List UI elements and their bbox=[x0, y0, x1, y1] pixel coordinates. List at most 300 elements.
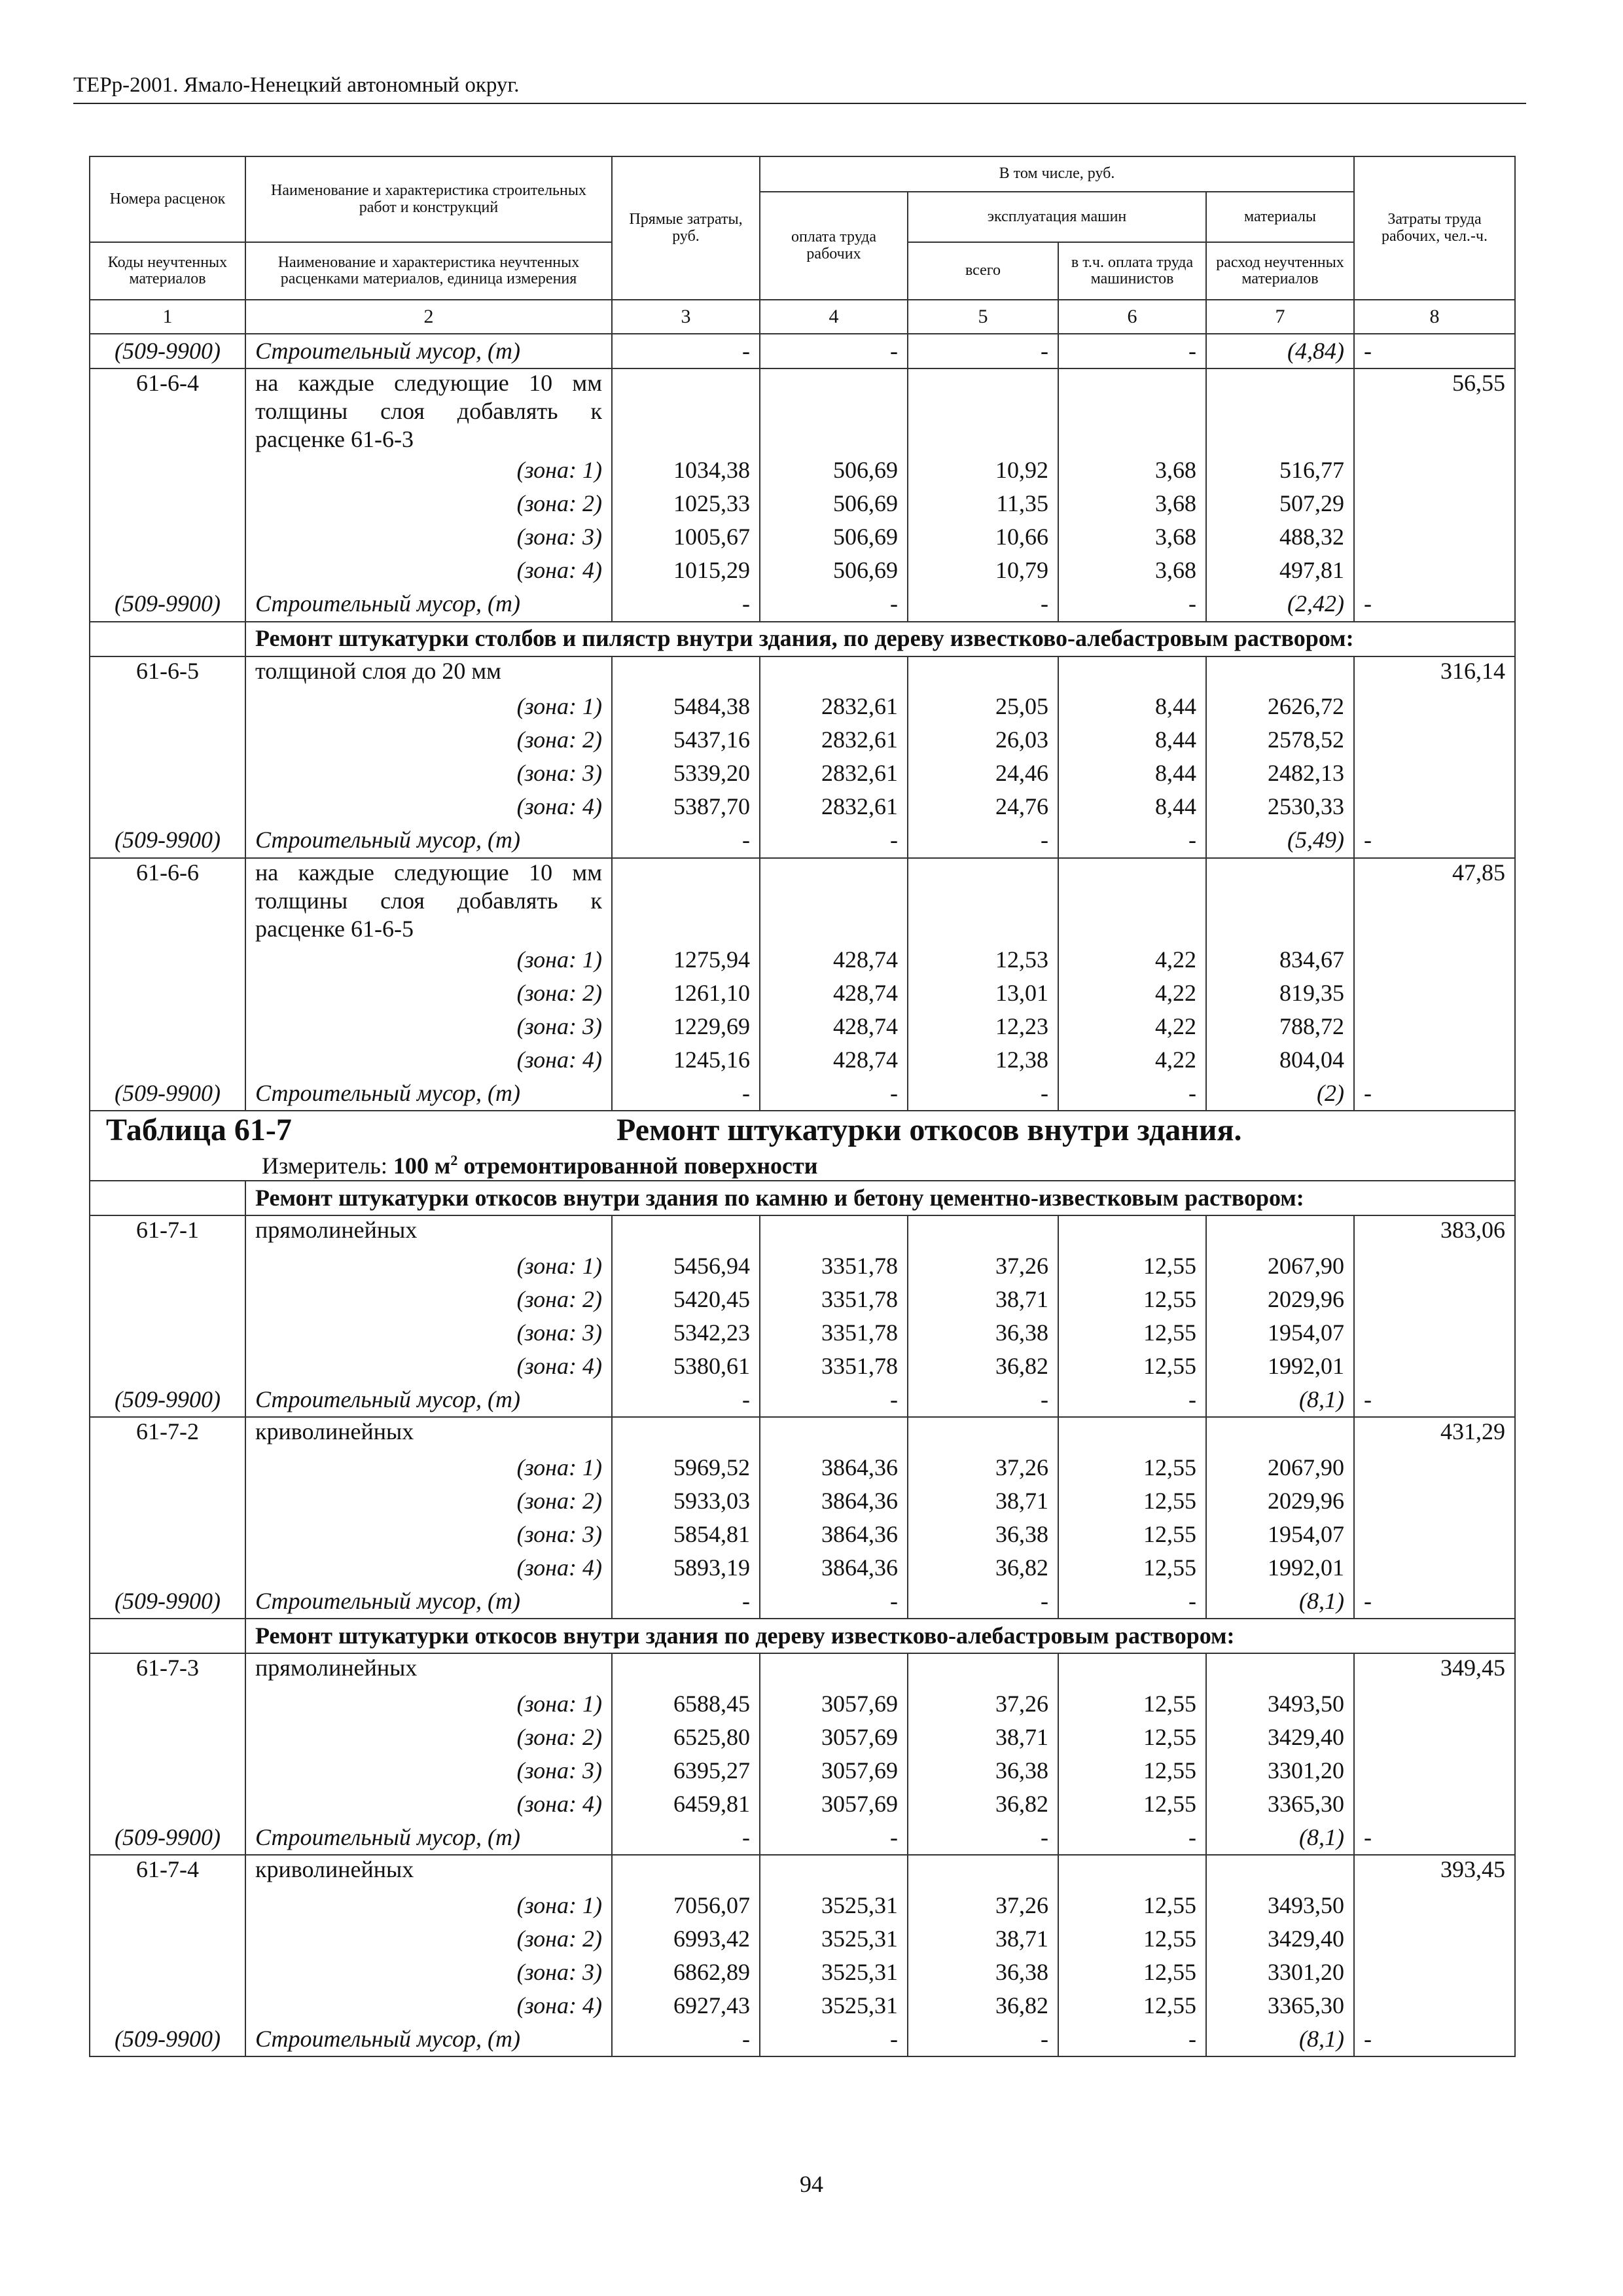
cost-value: 10,66 bbox=[908, 521, 1058, 554]
zone-label: (зона: 3) bbox=[245, 1010, 612, 1043]
empty-cell bbox=[612, 656, 760, 691]
zone-label: (зона: 1) bbox=[245, 1249, 612, 1283]
empty-cell bbox=[1206, 1653, 1354, 1687]
zone-label: (зона: 3) bbox=[245, 757, 612, 791]
table-title: Ремонт штукатурки откосов внутри здания. bbox=[616, 1113, 1242, 1148]
cost-value: 5380,61 bbox=[612, 1350, 760, 1383]
cost-value: 12,38 bbox=[908, 1043, 1058, 1077]
empty-cell bbox=[90, 1889, 245, 1922]
waste-row bbox=[90, 334, 1515, 368]
table-heading-block bbox=[90, 1111, 1515, 1215]
waste-name: Строительный мусор, (т) bbox=[245, 2022, 612, 2056]
dash: - bbox=[612, 1383, 760, 1417]
cost-value: 3351,78 bbox=[760, 1350, 908, 1383]
cost-value: 5854,81 bbox=[612, 1518, 760, 1551]
cost-value: 38,71 bbox=[908, 1283, 1058, 1316]
cost-value: 3365,30 bbox=[1206, 1787, 1354, 1821]
empty-cell bbox=[1354, 1889, 1515, 1922]
zone-label: (зона: 3) bbox=[245, 1956, 612, 1989]
cost-value: 3,68 bbox=[1058, 454, 1206, 488]
zone-label: (зона: 3) bbox=[245, 1518, 612, 1551]
empty-cell bbox=[1354, 488, 1515, 521]
zone-label: (зона: 4) bbox=[245, 1787, 612, 1821]
zone-row bbox=[90, 1249, 1515, 1283]
cost-value: 2832,61 bbox=[760, 791, 908, 824]
empty-cell bbox=[1206, 368, 1354, 454]
empty-cell bbox=[908, 1855, 1058, 1889]
labor-cost: 56,55 bbox=[1354, 368, 1515, 454]
cost-value: 3351,78 bbox=[760, 1249, 908, 1283]
empty-cell bbox=[760, 858, 908, 944]
dash: - bbox=[612, 1077, 760, 1111]
waste-name: Строительный мусор, (т) bbox=[245, 588, 612, 622]
zone-row bbox=[90, 1350, 1515, 1383]
zone-row bbox=[90, 977, 1515, 1010]
labor-cost: 431,29 bbox=[1354, 1417, 1515, 1451]
empty-cell bbox=[1354, 1316, 1515, 1350]
empty-cell bbox=[90, 1010, 245, 1043]
meter-label: Измеритель: bbox=[262, 1152, 387, 1179]
empty-cell bbox=[1354, 791, 1515, 824]
empty-cell bbox=[760, 1653, 908, 1687]
cost-value: 2029,96 bbox=[1206, 1283, 1354, 1316]
cost-value: 12,53 bbox=[908, 943, 1058, 977]
dash: - bbox=[612, 824, 760, 858]
dash: - bbox=[760, 1383, 908, 1417]
empty-cell bbox=[1206, 656, 1354, 691]
cost-value: 2832,61 bbox=[760, 691, 908, 724]
col-number: 6 bbox=[1058, 300, 1206, 334]
cost-value: 5339,20 bbox=[612, 757, 760, 791]
dash: - bbox=[908, 588, 1058, 622]
waste-code: (509-9900) bbox=[90, 1077, 245, 1111]
dash: - bbox=[612, 1585, 760, 1619]
cost-value: 6395,27 bbox=[612, 1754, 760, 1787]
waste-amount: (8,1) bbox=[1206, 1585, 1354, 1619]
cost-value: 7056,07 bbox=[612, 1889, 760, 1922]
cost-value: 12,55 bbox=[1058, 1989, 1206, 2022]
cost-value: 2530,33 bbox=[1206, 791, 1354, 824]
cost-value: 428,74 bbox=[760, 1043, 908, 1077]
cost-value: 4,22 bbox=[1058, 977, 1206, 1010]
cost-value: 3057,69 bbox=[760, 1721, 908, 1754]
zone-label: (зона: 1) bbox=[245, 1451, 612, 1484]
zone-label: (зона: 1) bbox=[245, 1687, 612, 1721]
table-number: Таблица 61-7 bbox=[106, 1113, 292, 1148]
cost-value: 3864,36 bbox=[760, 1518, 908, 1551]
dash: - bbox=[908, 334, 1058, 368]
empty-cell bbox=[90, 791, 245, 824]
col-number: 4 bbox=[760, 300, 908, 334]
rate-code: 61-7-4 bbox=[90, 1855, 245, 1889]
empty-cell bbox=[612, 858, 760, 944]
rate-code: 61-7-1 bbox=[90, 1215, 245, 1249]
waste-code: (509-9900) bbox=[90, 1383, 245, 1417]
waste-amount: (4,84) bbox=[1206, 334, 1354, 368]
empty-cell bbox=[1354, 1249, 1515, 1283]
empty-cell bbox=[760, 656, 908, 691]
cost-value: 5456,94 bbox=[612, 1249, 760, 1283]
cost-value: 13,01 bbox=[908, 977, 1058, 1010]
zone-label: (зона: 1) bbox=[245, 454, 612, 488]
cost-value: 2626,72 bbox=[1206, 691, 1354, 724]
cost-value: 36,38 bbox=[908, 1518, 1058, 1551]
cost-value: 3301,20 bbox=[1206, 1956, 1354, 1989]
zone-row bbox=[90, 1043, 1515, 1077]
empty-cell bbox=[1354, 1956, 1515, 1989]
cost-value: 1954,07 bbox=[1206, 1518, 1354, 1551]
empty-cell bbox=[1354, 1043, 1515, 1077]
zone-label: (зона: 4) bbox=[245, 1043, 612, 1077]
empty-cell bbox=[1354, 724, 1515, 757]
table-header bbox=[90, 156, 1515, 334]
col-labor-costs: Затраты труда рабочих, чел.-ч. bbox=[1354, 156, 1515, 300]
empty-cell bbox=[90, 1754, 245, 1787]
zone-row bbox=[90, 757, 1515, 791]
col-including: В том числе, руб. bbox=[760, 156, 1354, 192]
waste-amount: (8,1) bbox=[1206, 1821, 1354, 1855]
empty-cell bbox=[1354, 1989, 1515, 2022]
running-header: ТЕРр-2001. Ямало-Ненецкий автономный округ. bbox=[73, 73, 1526, 104]
zone-label: (зона: 3) bbox=[245, 1316, 612, 1350]
cost-value: 3864,36 bbox=[760, 1484, 908, 1518]
empty-cell bbox=[90, 1283, 245, 1316]
dash: - bbox=[760, 1585, 908, 1619]
cost-value: 506,69 bbox=[760, 521, 908, 554]
labor-cost: 349,45 bbox=[1354, 1653, 1515, 1687]
section-title: Ремонт штукатурки откосов внутри здания по дереву известково-алебастровым раствором: bbox=[245, 1619, 1515, 1653]
zone-row bbox=[90, 1484, 1515, 1518]
cost-value: 12,55 bbox=[1058, 1551, 1206, 1585]
empty-cell bbox=[90, 454, 245, 488]
col-materials-unaccounted: расход неучтенных материалов bbox=[1206, 242, 1354, 300]
dash: - bbox=[760, 824, 908, 858]
col-machines-labor: в т.ч. оплата труда машинистов bbox=[1058, 242, 1206, 300]
dash: - bbox=[760, 2022, 908, 2056]
cost-value: 3525,31 bbox=[760, 1956, 908, 1989]
waste-code: (509-9900) bbox=[90, 1821, 245, 1855]
entry-title-row bbox=[90, 1855, 1515, 1889]
cost-value: 3,68 bbox=[1058, 521, 1206, 554]
waste-amount: (2,42) bbox=[1206, 588, 1354, 622]
entry-title-row bbox=[90, 656, 1515, 691]
col-number: 8 bbox=[1354, 300, 1515, 334]
cost-value: 488,32 bbox=[1206, 521, 1354, 554]
zone-label: (зона: 1) bbox=[245, 943, 612, 977]
cost-value: 8,44 bbox=[1058, 791, 1206, 824]
cost-value: 1025,33 bbox=[612, 488, 760, 521]
zone-row bbox=[90, 1316, 1515, 1350]
cost-value: 1005,67 bbox=[612, 521, 760, 554]
empty-cell bbox=[90, 1350, 245, 1383]
dash: - bbox=[1058, 2022, 1206, 2056]
empty-cell bbox=[1354, 1787, 1515, 1821]
empty-cell bbox=[90, 1989, 245, 2022]
empty-cell bbox=[90, 724, 245, 757]
empty-cell bbox=[1354, 454, 1515, 488]
work-name: на каждые следующие 10 мм толщины слоя добавлять к расценке 61-6-5 bbox=[245, 858, 612, 944]
zone-row bbox=[90, 1687, 1515, 1721]
waste-amount: (8,1) bbox=[1206, 2022, 1354, 2056]
cost-value: 5420,45 bbox=[612, 1283, 760, 1316]
zone-row bbox=[90, 454, 1515, 488]
dash: - bbox=[1354, 588, 1515, 622]
dash: - bbox=[1354, 1821, 1515, 1855]
cost-value: 10,79 bbox=[908, 554, 1058, 588]
col-number: 7 bbox=[1206, 300, 1354, 334]
zone-row bbox=[90, 521, 1515, 554]
empty-cell bbox=[1354, 521, 1515, 554]
empty-cell bbox=[90, 1687, 245, 1721]
cost-value: 3493,50 bbox=[1206, 1889, 1354, 1922]
col-number: 3 bbox=[612, 300, 760, 334]
cost-value: 2832,61 bbox=[760, 724, 908, 757]
col-rate-numbers: Номера расценок bbox=[90, 156, 245, 242]
cost-value: 6459,81 bbox=[612, 1787, 760, 1821]
zone-label: (зона: 3) bbox=[245, 1754, 612, 1787]
empty-cell bbox=[90, 1551, 245, 1585]
cost-value: 12,55 bbox=[1058, 1350, 1206, 1383]
meter-sup: 2 bbox=[450, 1151, 458, 1168]
section-row bbox=[90, 1619, 1515, 1653]
empty-cell bbox=[1058, 1653, 1206, 1687]
cost-value: 3525,31 bbox=[760, 1922, 908, 1956]
cost-value: 804,04 bbox=[1206, 1043, 1354, 1077]
work-name: криволинейных bbox=[245, 1417, 612, 1451]
empty-cell bbox=[90, 1249, 245, 1283]
entry-title-row bbox=[90, 858, 1515, 944]
col-number: 2 bbox=[245, 300, 612, 334]
waste-code: (509-9900) bbox=[90, 334, 245, 368]
col-number: 1 bbox=[90, 300, 245, 334]
rate-code: 61-6-4 bbox=[90, 368, 245, 454]
work-name: толщиной слоя до 20 мм bbox=[245, 656, 612, 691]
work-name: на каждые следующие 10 мм толщины слоя добавлять к расценке 61-6-3 bbox=[245, 368, 612, 454]
empty-cell bbox=[1354, 977, 1515, 1010]
zone-row bbox=[90, 791, 1515, 824]
cost-value: 2067,90 bbox=[1206, 1249, 1354, 1283]
rate-entry bbox=[90, 656, 1515, 858]
zone-row bbox=[90, 1551, 1515, 1585]
dash: - bbox=[908, 1383, 1058, 1417]
cost-value: 3525,31 bbox=[760, 1989, 908, 2022]
empty-cell bbox=[1354, 1687, 1515, 1721]
dash: - bbox=[612, 1821, 760, 1855]
empty-cell bbox=[90, 757, 245, 791]
dash: - bbox=[908, 2022, 1058, 2056]
zone-label: (зона: 2) bbox=[245, 1283, 612, 1316]
waste-amount: (8,1) bbox=[1206, 1383, 1354, 1417]
dash: - bbox=[760, 334, 908, 368]
empty-cell bbox=[1058, 656, 1206, 691]
zone-label: (зона: 1) bbox=[245, 691, 612, 724]
cost-value: 12,55 bbox=[1058, 1484, 1206, 1518]
cost-value: 1992,01 bbox=[1206, 1551, 1354, 1585]
cost-value: 12,55 bbox=[1058, 1518, 1206, 1551]
cost-value: 1245,16 bbox=[612, 1043, 760, 1077]
zone-row bbox=[90, 1518, 1515, 1551]
empty-cell bbox=[1058, 368, 1206, 454]
cost-value: 8,44 bbox=[1058, 691, 1206, 724]
empty-cell bbox=[908, 1417, 1058, 1451]
section-row bbox=[90, 1181, 1515, 1215]
cost-value: 1261,10 bbox=[612, 977, 760, 1010]
cost-value: 12,55 bbox=[1058, 1922, 1206, 1956]
empty-cell bbox=[90, 1043, 245, 1077]
zone-row bbox=[90, 554, 1515, 588]
work-name: прямолинейных bbox=[245, 1653, 612, 1687]
empty-cell bbox=[1354, 1451, 1515, 1484]
col-name-unaccounted: Наименование и характеристика неучтенных расценками материалов, единица измерения bbox=[245, 242, 612, 300]
cost-value: 12,55 bbox=[1058, 1451, 1206, 1484]
cost-value: 2482,13 bbox=[1206, 757, 1354, 791]
labor-cost: 316,14 bbox=[1354, 656, 1515, 691]
dash: - bbox=[1354, 1077, 1515, 1111]
cost-value: 10,92 bbox=[908, 454, 1058, 488]
cost-value: 12,55 bbox=[1058, 1787, 1206, 1821]
empty-cell bbox=[908, 858, 1058, 944]
dash: - bbox=[760, 1821, 908, 1855]
cost-value: 516,77 bbox=[1206, 454, 1354, 488]
cost-value: 1034,38 bbox=[612, 454, 760, 488]
rate-entry bbox=[90, 858, 1515, 1111]
zone-label: (зона: 2) bbox=[245, 977, 612, 1010]
empty-cell bbox=[90, 977, 245, 1010]
cost-value: 6588,45 bbox=[612, 1687, 760, 1721]
waste-amount: (5,49) bbox=[1206, 824, 1354, 858]
cost-value: 3429,40 bbox=[1206, 1721, 1354, 1754]
cost-value: 428,74 bbox=[760, 1010, 908, 1043]
waste-code: (509-9900) bbox=[90, 588, 245, 622]
zone-label: (зона: 4) bbox=[245, 554, 612, 588]
cost-value: 36,82 bbox=[908, 1787, 1058, 1821]
cost-value: 3,68 bbox=[1058, 488, 1206, 521]
cost-value: 11,35 bbox=[908, 488, 1058, 521]
waste-row bbox=[90, 1077, 1515, 1111]
empty-cell bbox=[612, 1855, 760, 1889]
cost-value: 3864,36 bbox=[760, 1451, 908, 1484]
zone-label: (зона: 4) bbox=[245, 1551, 612, 1585]
dash: - bbox=[1058, 1383, 1206, 1417]
rate-entry bbox=[90, 1417, 1515, 1619]
zone-row bbox=[90, 1283, 1515, 1316]
waste-row bbox=[90, 824, 1515, 858]
dash: - bbox=[1058, 1077, 1206, 1111]
zone-row bbox=[90, 724, 1515, 757]
empty-cell bbox=[1354, 757, 1515, 791]
cost-value: 37,26 bbox=[908, 1889, 1058, 1922]
meter-value: 100 м bbox=[393, 1152, 451, 1179]
empty-cell bbox=[760, 1855, 908, 1889]
cost-value: 6862,89 bbox=[612, 1956, 760, 1989]
zone-label: (зона: 2) bbox=[245, 488, 612, 521]
waste-name: Строительный мусор, (т) bbox=[245, 1077, 612, 1111]
zone-label: (зона: 1) bbox=[245, 1889, 612, 1922]
empty-cell bbox=[908, 1653, 1058, 1687]
zone-row bbox=[90, 1922, 1515, 1956]
waste-name: Строительный мусор, (т) bbox=[245, 1821, 612, 1855]
waste-row bbox=[90, 1821, 1515, 1855]
cost-value: 3,68 bbox=[1058, 554, 1206, 588]
section-c bbox=[90, 1619, 1515, 1653]
dash: - bbox=[1058, 1821, 1206, 1855]
cost-value: 819,35 bbox=[1206, 977, 1354, 1010]
dash: - bbox=[612, 334, 760, 368]
cost-value: 5933,03 bbox=[612, 1484, 760, 1518]
zone-label: (зона: 4) bbox=[245, 791, 612, 824]
section-spacer bbox=[90, 1181, 245, 1215]
labor-cost: 383,06 bbox=[1354, 1215, 1515, 1249]
empty-cell bbox=[1354, 1551, 1515, 1585]
waste-name: Строительный мусор, (т) bbox=[245, 1383, 612, 1417]
cost-value: 3864,36 bbox=[760, 1551, 908, 1585]
zone-row bbox=[90, 1889, 1515, 1922]
cost-value: 12,55 bbox=[1058, 1687, 1206, 1721]
entry-title-row bbox=[90, 1417, 1515, 1451]
entry-title-row bbox=[90, 1215, 1515, 1249]
empty-cell bbox=[908, 1215, 1058, 1249]
waste-name: Строительный мусор, (т) bbox=[245, 824, 612, 858]
col-labor-pay: оплата труда рабочих bbox=[760, 192, 908, 300]
dash: - bbox=[908, 1585, 1058, 1619]
cost-value: 3365,30 bbox=[1206, 1989, 1354, 2022]
cost-value: 4,22 bbox=[1058, 1043, 1206, 1077]
zone-label: (зона: 4) bbox=[245, 1989, 612, 2022]
cost-value: 3493,50 bbox=[1206, 1687, 1354, 1721]
waste-row bbox=[90, 588, 1515, 622]
empty-cell bbox=[612, 368, 760, 454]
cost-value: 6993,42 bbox=[612, 1922, 760, 1956]
section-a bbox=[90, 622, 1515, 656]
cost-value: 26,03 bbox=[908, 724, 1058, 757]
cost-value: 834,67 bbox=[1206, 943, 1354, 977]
cost-value: 3351,78 bbox=[760, 1316, 908, 1350]
empty-cell bbox=[1206, 1417, 1354, 1451]
empty-cell bbox=[1354, 1010, 1515, 1043]
cost-value: 5387,70 bbox=[612, 791, 760, 824]
cost-value: 5437,16 bbox=[612, 724, 760, 757]
rate-entry bbox=[90, 1215, 1515, 1417]
empty-cell bbox=[760, 368, 908, 454]
col-machines-total: всего bbox=[908, 242, 1058, 300]
zone-label: (зона: 2) bbox=[245, 724, 612, 757]
dash: - bbox=[760, 588, 908, 622]
waste-name: Строительный мусор, (т) bbox=[245, 1585, 612, 1619]
waste-row bbox=[90, 1585, 1515, 1619]
rate-entry bbox=[90, 368, 1515, 622]
entry-title-row bbox=[90, 368, 1515, 454]
cost-value: 24,76 bbox=[908, 791, 1058, 824]
rate-entry bbox=[90, 1855, 1515, 2056]
empty-cell bbox=[612, 1417, 760, 1451]
cost-value: 37,26 bbox=[908, 1687, 1058, 1721]
cost-value: 12,55 bbox=[1058, 1721, 1206, 1754]
zone-row bbox=[90, 1010, 1515, 1043]
cost-value: 506,69 bbox=[760, 488, 908, 521]
cost-value: 12,55 bbox=[1058, 1283, 1206, 1316]
cost-value: 12,55 bbox=[1058, 1754, 1206, 1787]
cost-value: 12,55 bbox=[1058, 1889, 1206, 1922]
empty-cell bbox=[90, 1721, 245, 1754]
col-materials: материалы bbox=[1206, 192, 1354, 242]
rate-code: 61-6-5 bbox=[90, 656, 245, 691]
section-spacer bbox=[90, 622, 245, 656]
zone-label: (зона: 2) bbox=[245, 1922, 612, 1956]
cost-value: 3057,69 bbox=[760, 1687, 908, 1721]
empty-cell bbox=[1354, 1721, 1515, 1754]
empty-cell bbox=[1206, 1215, 1354, 1249]
empty-cell bbox=[90, 1316, 245, 1350]
